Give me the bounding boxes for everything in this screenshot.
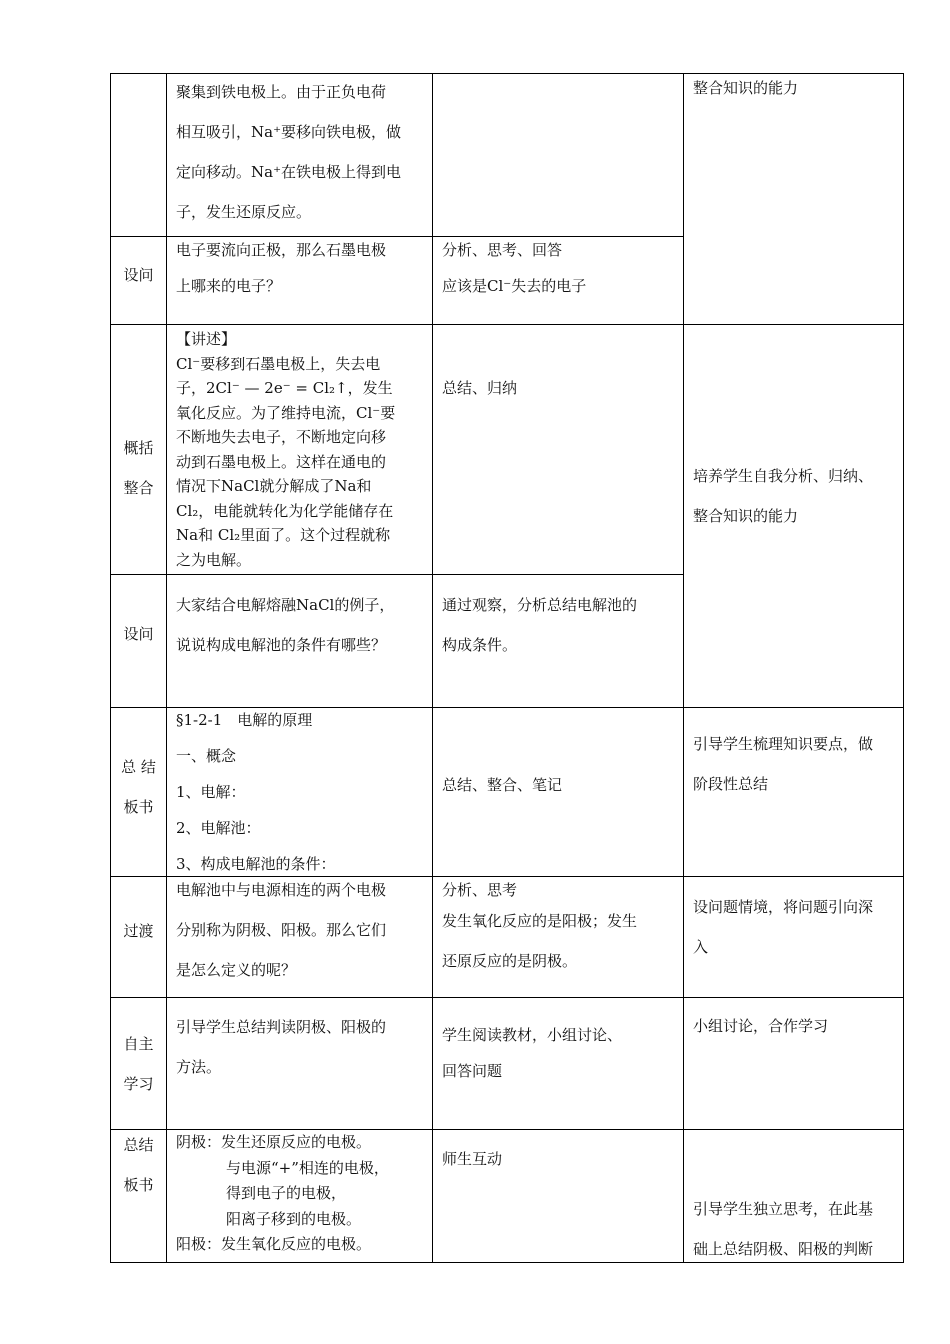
teacher-activity-cell bbox=[176, 870, 428, 990]
table-border-right bbox=[903, 73, 904, 1263]
text-line: Cl⁻要移到石墨电极上，失去电 bbox=[176, 354, 381, 373]
text-line: 应该是Cl⁻失去的电子 bbox=[442, 277, 587, 295]
text-line: 总结、归纳 bbox=[442, 379, 518, 397]
text-line: 发生氧化反应的是阳极；发生 bbox=[442, 912, 638, 930]
text-line: 引导学生独立思考，在此基 bbox=[693, 1200, 874, 1218]
text-line: 是怎么定义的呢？ bbox=[176, 961, 297, 979]
text-line: 不断地失去电子，不断地定向移 bbox=[176, 428, 387, 446]
stage-label-line: 学习 bbox=[123, 1075, 154, 1093]
row-divider bbox=[110, 997, 904, 998]
column-divider-2 bbox=[432, 73, 433, 1263]
design-intent-cell bbox=[693, 1189, 899, 1269]
student-activity-cell bbox=[442, 585, 678, 665]
text-line: §1-2-1 电解的原理 bbox=[176, 711, 313, 729]
text-line: 分析、思考、回答 bbox=[442, 241, 563, 259]
teacher-activity-cell bbox=[176, 72, 428, 232]
text-line: 2、电解池： bbox=[176, 819, 261, 837]
text-line: 方法。 bbox=[176, 1058, 222, 1076]
text-line: 动到石墨电极上。这样在通电的 bbox=[176, 452, 387, 471]
text-line: 聚集到铁电极上。由于正负电荷 bbox=[176, 83, 387, 101]
design-intent-cell bbox=[693, 887, 899, 967]
text-line: Cl₂，电能就转化为化学能储存在 bbox=[176, 501, 394, 520]
stage-label-line: 概括 bbox=[123, 439, 154, 457]
column-divider-3 bbox=[683, 73, 684, 1263]
text-line: 引导学生梳理知识要点，做 bbox=[693, 735, 874, 753]
text-line: 氧化反应。为了维持电流，Cl⁻要 bbox=[176, 403, 396, 422]
text-line: 整合知识的能力 bbox=[693, 507, 799, 525]
row-divider bbox=[110, 324, 904, 325]
text-line: Na和 Cl₂里面了。这个过程就称 bbox=[176, 526, 391, 544]
student-activity-cell bbox=[442, 879, 678, 981]
student-activity-cell bbox=[442, 1139, 678, 1179]
teacher-activity-cell bbox=[176, 232, 428, 304]
text-line: 得到电子的电极， bbox=[226, 1184, 347, 1202]
column-divider-1 bbox=[166, 73, 167, 1263]
text-line: 【讲述】 bbox=[176, 330, 237, 348]
text-line: 通过观察，分析总结电解池的 bbox=[442, 596, 638, 614]
text-line: 一、概念 bbox=[176, 747, 237, 765]
text-line: 说说构成电解池的条件有哪些？ bbox=[176, 636, 387, 654]
design-intent-cell bbox=[693, 724, 899, 804]
design-intent-cell bbox=[693, 68, 899, 108]
stage-label: 设问 bbox=[123, 625, 154, 643]
text-line: 培养学生自我分析、归纳、 bbox=[693, 467, 874, 485]
text-line: 之为电解。 bbox=[176, 550, 252, 569]
stage-label-line: 总结 bbox=[123, 1136, 154, 1154]
stage-label bbox=[111, 428, 166, 508]
text-line: 师生互动 bbox=[442, 1150, 503, 1168]
design-intent-cell bbox=[693, 1006, 899, 1046]
stage-label-line: 整合 bbox=[123, 479, 154, 497]
stage-label bbox=[111, 1125, 166, 1205]
design-intent-cell bbox=[693, 456, 899, 536]
text-line: 分析、思考 bbox=[442, 881, 518, 899]
teacher-activity-cell bbox=[176, 327, 424, 572]
text-line: 相互吸引，Na⁺要移向铁电极，做 bbox=[176, 123, 401, 141]
stage-label bbox=[111, 1024, 166, 1104]
stage-label: 过渡 bbox=[123, 922, 154, 940]
text-line: 分别称为阴极、阳极。那么它们 bbox=[176, 921, 387, 939]
text-line: 引导学生总结判读阴极、阳极的 bbox=[176, 1018, 387, 1036]
text-line: 学生阅读教材，小组讨论、 bbox=[442, 1026, 623, 1044]
text-line: 础上总结阴极、阳极的判断 bbox=[693, 1240, 874, 1258]
text-line: 子，发生还原反应。 bbox=[176, 203, 312, 221]
text-line: 阶段性总结 bbox=[693, 775, 769, 793]
student-activity-cell bbox=[442, 232, 678, 304]
row-divider bbox=[110, 574, 683, 575]
teacher-activity-cell bbox=[176, 585, 428, 665]
student-activity-cell bbox=[442, 378, 678, 398]
text-line: 子，2Cl⁻ — 2e⁻ = Cl₂↑，发生 bbox=[176, 379, 393, 397]
text-line: 与电源“+”相连的电极， bbox=[226, 1158, 389, 1177]
text-line: 构成条件。 bbox=[442, 636, 518, 654]
text-line: 电子要流向正极，那么石墨电极 bbox=[176, 241, 387, 259]
text-line: 总结、整合、笔记 bbox=[442, 776, 563, 794]
text-line: 整合知识的能力 bbox=[693, 79, 799, 97]
stage-label-line: 板书 bbox=[123, 798, 154, 816]
stage-label-line: 总 结 bbox=[121, 758, 156, 776]
student-activity-cell bbox=[442, 1017, 678, 1089]
stage-label bbox=[111, 747, 166, 827]
text-line: 阳极：发生氧化反应的电极。 bbox=[176, 1235, 372, 1253]
teacher-activity-cell bbox=[176, 1007, 428, 1087]
text-line: 大家结合电解熔融NaCl的例子， bbox=[176, 596, 395, 614]
text-line: 阴极：发生还原反应的电极。 bbox=[176, 1133, 372, 1151]
stage-label-line: 自主 bbox=[123, 1035, 154, 1053]
text-line: 1、电解： bbox=[176, 783, 246, 801]
text-line: 小组讨论，合作学习 bbox=[693, 1017, 829, 1035]
text-line: 回答问题 bbox=[442, 1062, 503, 1080]
text-line: 电解池中与电源相连的两个电极 bbox=[176, 881, 387, 899]
text-line: 3、构成电解池的条件： bbox=[176, 855, 336, 873]
text-line: 入 bbox=[693, 938, 709, 956]
text-line: 情况下NaCl就分解成了Na和 bbox=[176, 477, 372, 495]
text-line: 上哪来的电子？ bbox=[176, 277, 282, 295]
student-activity-cell bbox=[442, 775, 678, 795]
text-line: 还原反应的是阴极。 bbox=[442, 952, 578, 970]
stage-label: 设问 bbox=[123, 266, 154, 284]
teacher-activity-cell bbox=[176, 702, 428, 882]
text-line: 定向移动。Na⁺在铁电极上得到电 bbox=[176, 163, 401, 181]
stage-label-line: 板书 bbox=[123, 1176, 154, 1194]
teacher-activity-cell bbox=[176, 1130, 428, 1258]
text-line: 设问题情境，将问题引向深 bbox=[693, 898, 874, 916]
text-line: 阳离子移到的电极。 bbox=[226, 1209, 362, 1228]
